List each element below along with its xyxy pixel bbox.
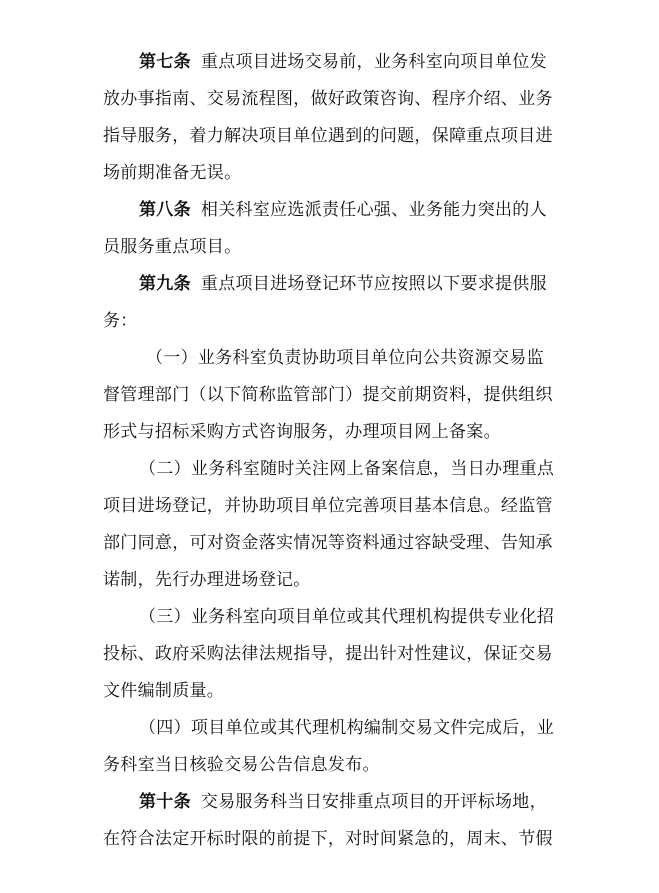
item-4-line-1: （四）项目单位或其代理机构编制交易文件完成后，业 xyxy=(139,718,555,738)
article-8-text: 相关科室应选派责任心强、业务能力突出的人 xyxy=(200,200,547,220)
item-3-line-2: 投标、政府采购法律法规指导，提出针对性建议，保证交易 xyxy=(103,644,553,664)
item-2-line-1: （二）业务科室随时关注网上备案信息，当日办理重点 xyxy=(139,459,555,479)
article-7-line-3: 指导服务，着力解决项目单位遇到的问题，保障重点项目进 xyxy=(103,126,553,146)
item-4-line-2: 务科室当日核验交易公告信息发布。 xyxy=(103,755,380,775)
article-9-text: 重点项目进场登记环节应按照以下要求提供服 xyxy=(200,274,547,294)
item-3-line-3: 文件编制质量。 xyxy=(103,681,225,701)
article-9-line-1 xyxy=(139,274,547,294)
article-7-text: 重点项目进场交易前，业务科室向项目单位发 xyxy=(200,52,547,72)
item-3-line-1: （三）业务科室向项目单位或其代理机构提供专业化招 xyxy=(139,607,555,627)
article-7-line-4: 场前期准备无误。 xyxy=(103,163,242,183)
article-7-line-2: 放办事指南、交易流程图，做好政策咨询、程序介绍、业务 xyxy=(103,89,553,109)
article-8-line-1 xyxy=(139,200,547,220)
item-1-line-1: （一）业务科室负责协助项目单位向公共资源交易监 xyxy=(146,348,544,368)
article-10-title: 第十条 xyxy=(139,792,191,812)
article-10-line-2: 在符合法定开标时限的前提下，对时间紧急的，周末、节假 xyxy=(103,829,553,849)
item-1-line-3: 形式与招标采购方式咨询服务，办理项目网上备案。 xyxy=(103,422,501,442)
article-7-line-1 xyxy=(139,52,547,72)
article-9-line-2: 务： xyxy=(103,311,138,331)
item-2-line-2: 项目进场登记，并协助项目单位完善项目基本信息。经监管 xyxy=(103,496,553,516)
article-7-title: 第七条 xyxy=(139,52,191,72)
item-1-line-2: 督管理部门（以下简称监管部门）提交前期资料，提供组织 xyxy=(103,385,553,405)
item-2-line-3: 部门同意，可对资金落实情况等资料通过容缺受理、告知承 xyxy=(103,533,553,553)
article-10-line-1 xyxy=(139,792,547,812)
article-9-title: 第九条 xyxy=(139,274,191,294)
article-10-text: 交易服务科当日安排重点项目的开评标场地， xyxy=(200,792,547,812)
item-2-line-4: 诺制，先行办理进场登记。 xyxy=(103,570,311,590)
article-8-line-2: 员服务重点项目。 xyxy=(103,237,242,257)
article-8-title: 第八条 xyxy=(139,200,191,220)
